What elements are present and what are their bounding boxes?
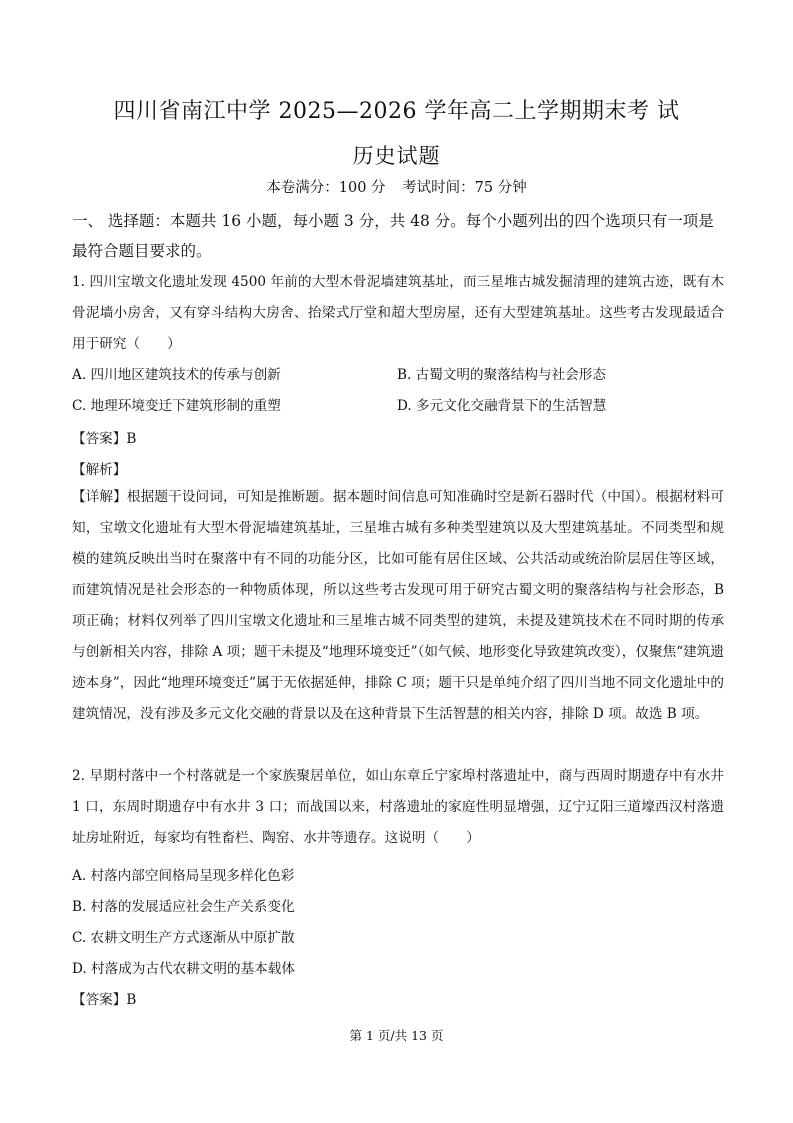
question-1-option-c: C. 地理环境变迁下建筑形制的重塑 <box>72 398 281 414</box>
score-label: 本卷满分：100 分 <box>266 180 386 196</box>
question-2-stem: 2. 早期村落中一个村落就是一个家族聚居单位，如山东章丘宁家埠村落遗址中，商与西周时期遗存中有水井 1 口，东周时期遗存中有水井 3 口；而战国以来，村落遗址的家庭性明显增强，辽宁辽阳三道壕西汉村落遗址房址附近，每家均有牲畜栏、陶窑、水井等遗存。这说明（ ） <box>72 768 724 846</box>
question-1-option-b: B. 古蜀文明的聚落结构与社会形态 <box>397 367 606 383</box>
question-1-analysis-label: 【解析】 <box>72 462 127 478</box>
question-2-option-d: D. 村落成为古代农耕文明的基本载体 <box>72 961 295 977</box>
exam-title: 四川省南江中学 2025—2026 学年高二上学期期末考 试 <box>113 99 680 124</box>
question-1-option-d: D. 多元文化交融背景下的生活智慧 <box>397 398 607 414</box>
question-2-option-b: B. 村落的发展适应社会生产关系变化 <box>72 899 295 915</box>
exam-subtitle: 历史试题 <box>352 144 441 168</box>
question-1-answer: 【答案】B <box>72 431 137 447</box>
question-2-option-c: C. 农耕文明生产方式逐渐从中原扩散 <box>72 930 295 946</box>
time-label: 考试时间：75 分钟 <box>402 180 527 196</box>
page-number: 第 1 页/共 13 页 <box>349 1028 444 1043</box>
question-1-option-a: A. 四川地区建筑技术的传承与创新 <box>72 367 281 383</box>
section-heading: 一、 选择题：本题共 16 小题，每小题 3 分，共 48 分。每个小题列出的四个选项只有一项是最符合题目要求的。 <box>72 212 714 260</box>
question-1-stem: 1. 四川宝墩文化遗址发现 4500 年前的大型木骨泥墙建筑基址，而三星堆古城发掘清理的建筑古迹，既有木骨泥墙小房舍，又有穿斗结构大房舍、抬梁式厅堂和超大型房屋，还有大型建筑基址。这些考古发现最适合用于研究（ ） <box>72 274 724 352</box>
exam-meta <box>0 176 793 197</box>
question-1-detail: 【详解】根据题干设问词，可知是推断题。据本题时间信息可知准确时空是新石器时代（中国）。根据材料可知，宝墩文化遗址有大型木骨泥墙建筑基址，三星堆古城有多种类型建筑以及大型建筑基址。不同类型和规模的建筑反映出当时在聚落中有不同的功能分区，比如可能有居住区域、公共活动或统治阶层居住等区域，而建筑情况是社会形态的一种物质体现，所以这些考古发现可用于研究古蜀文明的聚落结构与社会形态，B 项正确；材料仅列举了四川宝墩文化遗址和三星堆古城不同类型的建筑，未提及建筑技术在不同时期的传承与创新相关内容，排除 A 项；题干未提及“地理环境变迁”（如气候、地形变化导致建筑改变），仅聚焦“建筑遗迹本身”，因此“地理环境变迁”属于无依据延伸，排除 C 项；题干只是单纯介绍了四川当地不同文化遗址中的建筑情况，没有涉及多元文化交融的背景以及在这种背景下生活智慧的相关内容，排除 D 项。故选 B 项。 <box>72 489 724 722</box>
question-2-option-a: A. 村落内部空间格局呈现多样化色彩 <box>72 868 295 884</box>
question-2-answer: 【答案】B <box>72 992 137 1008</box>
